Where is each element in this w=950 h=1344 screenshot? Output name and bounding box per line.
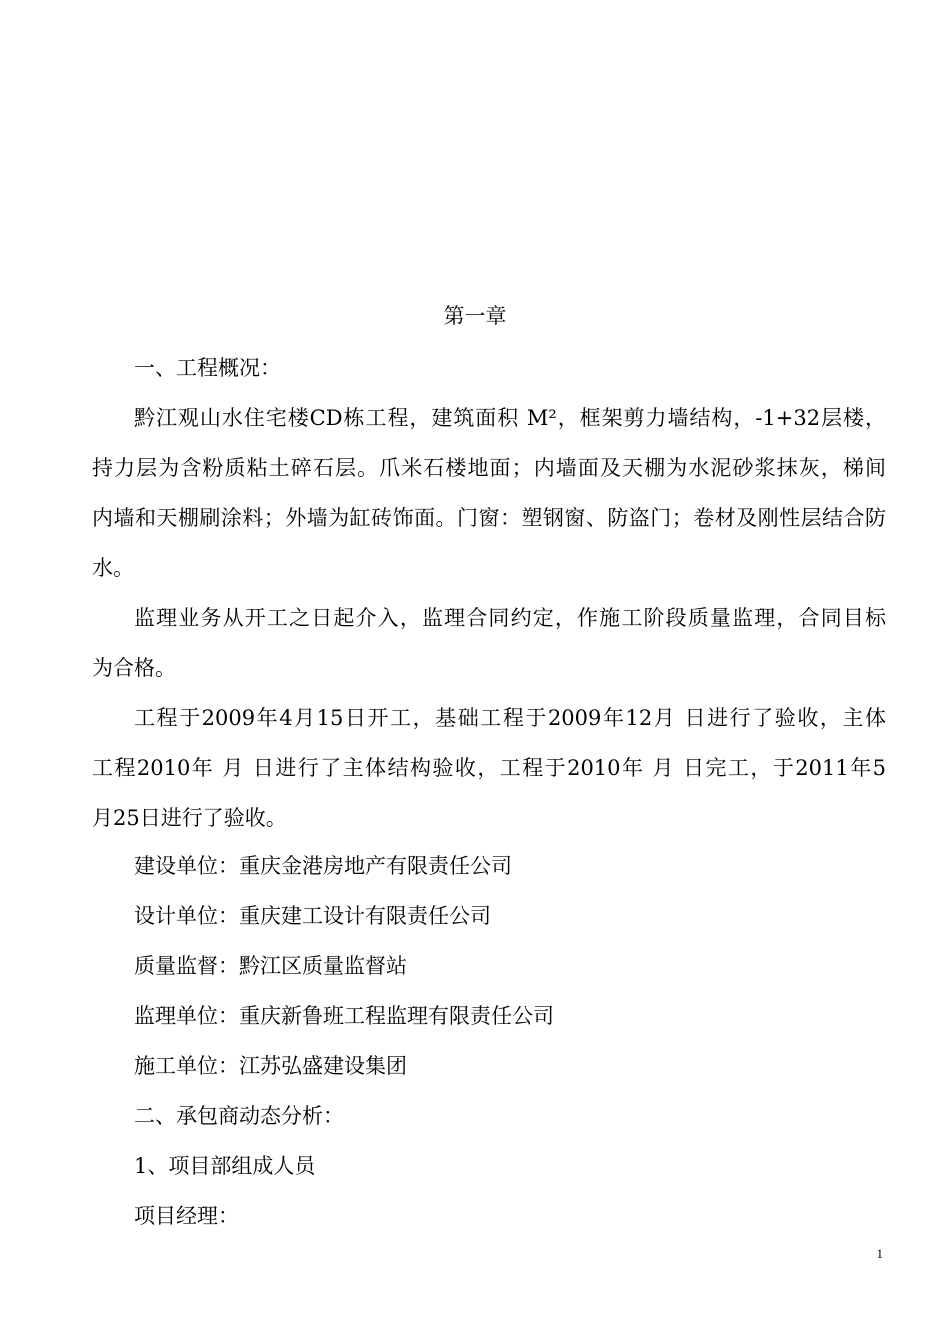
chapter-title: 第一章 — [443, 304, 507, 328]
section-heading-contractor: 二、承包商动态分析： — [134, 1104, 344, 1128]
section-heading-overview: 一、工程概况： — [134, 356, 281, 380]
paragraph-line: 工程于2009年4月15日开工，基础工程于2009年12月 日进行了验收，主体 — [134, 706, 886, 730]
paragraph-line: 月25日进行了验收。 — [92, 806, 287, 830]
project-manager-label: 项目经理： — [134, 1204, 239, 1228]
paragraph-line: 工程2010年 月 日进行了主体结构验收，工程于2010年 月 日完工，于2011年5 — [92, 756, 886, 780]
supervision-unit: 监理单位：重庆新鲁班工程监理有限责任公司 — [134, 1004, 554, 1028]
paragraph-line: 持力层为含粉质粘土碎石层。爪米石楼地面；内墙面及天棚为水泥砂浆抹灰，梯间 — [92, 456, 886, 480]
paragraph-line: 监理业务从开工之日起介入，监理合同约定，作施工阶段质量监理，合同目标 — [134, 606, 886, 630]
subsection-heading-team: 1、项目部组成人员 — [134, 1154, 316, 1178]
paragraph-line: 内墙和天棚刷涂料；外墙为缸砖饰面。门窗：塑钢窗、防盗门；卷材及刚性层结合防 — [92, 506, 886, 530]
builder-unit: 施工单位：江苏弘盛建设集团 — [134, 1054, 407, 1078]
paragraph-line: 为合格。 — [92, 656, 176, 680]
quality-supervision: 质量监督：黔江区质量监督站 — [134, 954, 407, 978]
paragraph-line: 黔江观山水住宅楼CD栋工程，建筑面积 M²，框架剪力墙结构，-1+32层楼， — [134, 406, 886, 430]
paragraph-line: 水。 — [92, 556, 134, 580]
construction-unit: 建设单位：重庆金港房地产有限责任公司 — [134, 854, 512, 878]
design-unit: 设计单位：重庆建工设计有限责任公司 — [134, 904, 491, 928]
page-number: 1 — [876, 1246, 883, 1261]
